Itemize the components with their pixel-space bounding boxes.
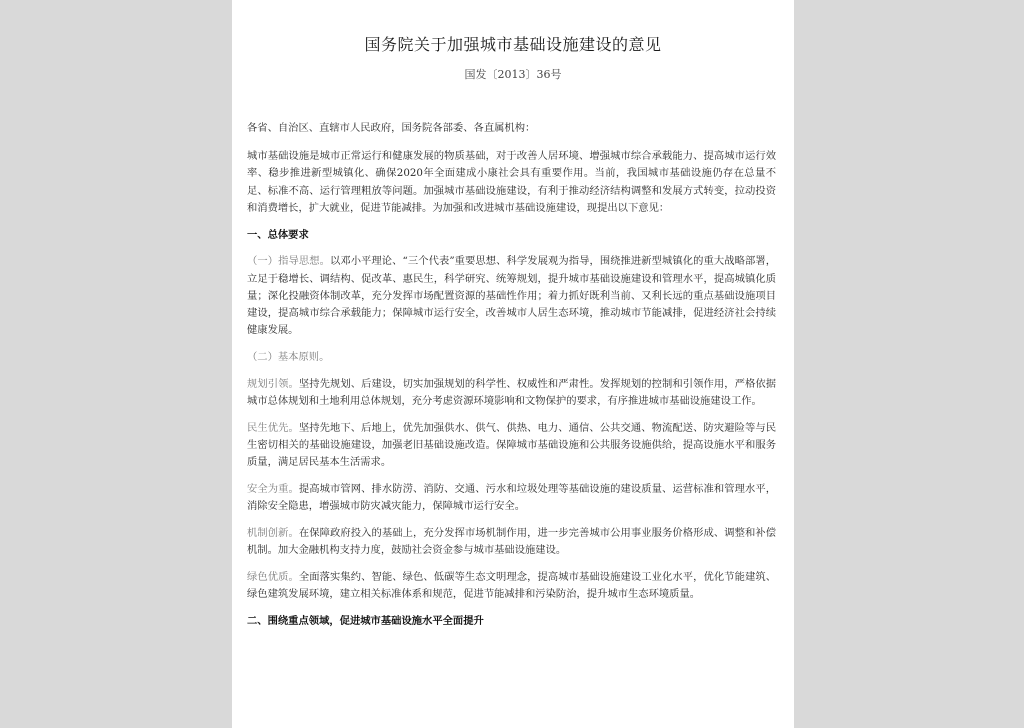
document-page bbox=[232, 0, 794, 728]
principle-label-5: 绿色优质。 bbox=[247, 571, 299, 584]
principle-text-2: 坚持先地下、后地上，优先加强供水、供气、供热、电力、通信、公共交通、物流配送、防灾避险等与民生密切相关的基础设施建设，加强老旧基础设施改造。保障城市基础设施和公共服务设施供给，提高设施水平和服务质量，满足居民基本生活需求。 bbox=[247, 421, 777, 469]
principle-text-3: 提高城市管网、排水防涝、消防、交通、污水和垃圾处理等基础设施的建设质量、运营标准和管理水平，消除安全隐患，增强城市防灾减灾能力，保障城市运行安全。 bbox=[247, 483, 777, 513]
principle-label-3: 安全为重。 bbox=[247, 483, 299, 496]
document-number: 国发〔2013〕36号 bbox=[464, 68, 562, 81]
section-heading-2: 二、围绕重点领域，促进城市基础设施水平全面提升 bbox=[247, 615, 484, 628]
document-body bbox=[247, 120, 776, 640]
principle-paragraph-2 bbox=[247, 420, 776, 472]
guiding-text: 以邓小平理论、“三个代表”重要思想、科学发展观为指导，围绕推进新型城镇化的重大战略部署，立足于稳增长、调结构、促改革、惠民生，科学研究、统筹规划，提升城市基础设施建设和管理水平，提高城镇化质量；深化投融资体制改革，充分发挥市场配置资源的基础性作用；着力抓好既利当前、又利长远的重点基础设施项目建设，提高城市综合承载能力；保障城市运行安全，改善城市人居生态环境，推动城市节能减排，促进经济社会持续健康发展。 bbox=[247, 255, 777, 337]
guiding-paragraph bbox=[247, 253, 776, 339]
principle-label-2: 民生优先。 bbox=[247, 421, 299, 434]
principle-paragraph-1 bbox=[247, 376, 776, 410]
principles-label: （二）基本原则。 bbox=[247, 351, 330, 364]
principle-text-1: 坚持先规划、后建设，切实加强规划的科学性、权威性和严肃性。发挥规划的控制和引领作用，严格依据城市总体规划和土地利用总体规划，充分考虑资源环境影响和文物保护的要求，有序推进城市基础设施建设工作。 bbox=[247, 377, 777, 408]
guiding-label: （一）指导思想。 bbox=[247, 255, 330, 268]
section-heading-1: 一、总体要求 bbox=[247, 228, 309, 241]
principle-paragraph-4 bbox=[247, 525, 776, 559]
principle-label-4: 机制创新。 bbox=[247, 527, 299, 540]
principle-paragraph-5 bbox=[247, 569, 776, 603]
principles-label-paragraph bbox=[247, 349, 776, 366]
principle-paragraph-3 bbox=[247, 481, 776, 515]
principle-text-4: 在保障政府投入的基础上，充分发挥市场机制作用，进一步完善城市公用事业服务价格形成、调整和补偿机制。加大金融机构支持力度，鼓励社会资金参与城市基础设施建设。 bbox=[247, 527, 777, 557]
principle-label-1: 规划引领。 bbox=[247, 377, 299, 390]
intro-paragraph: 城市基础设施是城市正常运行和健康发展的物质基础，对于改善人居环境、增强城市综合承载能力、提高城市运行效率、稳步推进新型城镇化、确保2020年全面建成小康社会具有重要作用。当前，我国城市基础设施仍存在总量不足、标准不高、运行管理粗放等问题。加强城市基础设施建设，有利于推动经济结构调整和发展方式转变，拉动投资和消费增长，扩大就业，促进节能减排。为加强和改进城市基础设施建设，现提出以下意见： bbox=[247, 150, 776, 214]
principle-text-5: 全面落实集约、智能、绿色、低碳等生态文明理念，提高城市基础设施建设工业化水平，优化节能建筑、绿色建筑发展环境，建立相关标准体系和规范，促进节能减排和污染防治，提升城市生态环境质量。 bbox=[247, 571, 777, 601]
document-title: 国务院关于加强城市基础设施建设的意见 bbox=[364, 35, 662, 54]
addressee: 各省、自治区、直辖市人民政府，国务院各部委、各直属机构： bbox=[247, 122, 536, 134]
